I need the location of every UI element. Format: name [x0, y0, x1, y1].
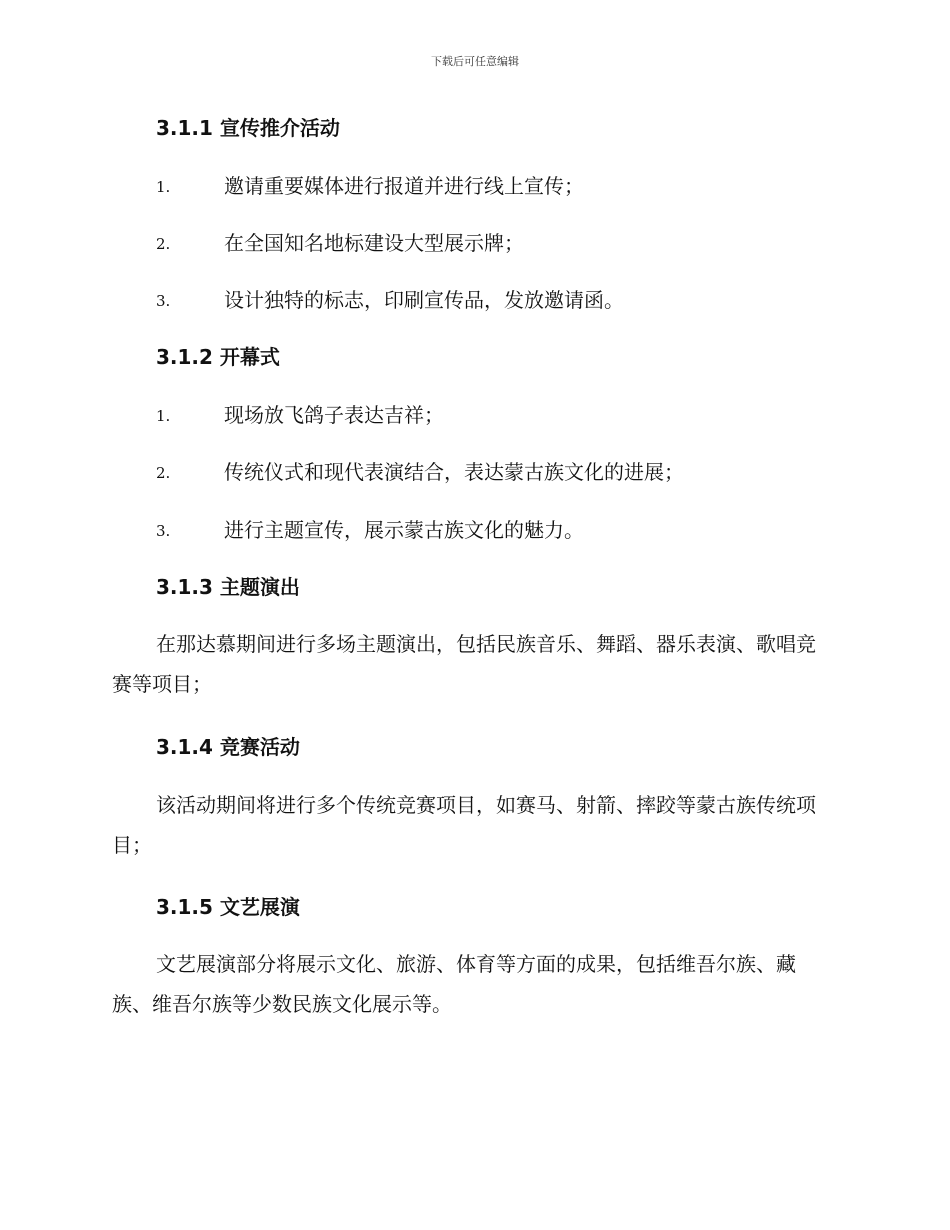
- page-header-note: 下载后可任意编辑: [431, 55, 519, 68]
- list-number: 3.: [156, 522, 171, 540]
- section-heading: 3.1.5 文艺展演: [156, 895, 300, 919]
- list-text: 传统仪式和现代表演结合，表达蒙古族文化的进展；: [224, 460, 684, 484]
- paragraph: 文艺展演部分将展示文化、旅游、体育等方面的成果，包括维吾尔族、藏族、维吾尔族等少数民族文化展示等。: [112, 952, 796, 1016]
- list-text: 进行主题宣传，展示蒙古族文化的魅力。: [224, 518, 584, 542]
- paragraph: 在那达慕期间进行多场主题演出，包括民族音乐、舞蹈、器乐表演、歌唱竞赛等项目；: [112, 632, 816, 696]
- list-number: 2.: [156, 235, 171, 253]
- section-heading: 3.1.2 开幕式: [156, 345, 280, 369]
- list-number: 2.: [156, 464, 171, 482]
- list-text: 邀请重要媒体进行报道并进行线上宣传；: [224, 174, 584, 198]
- paragraph: 该活动期间将进行多个传统竞赛项目，如赛马、射箭、摔跤等蒙古族传统项目；: [112, 793, 816, 857]
- list-number: 1.: [156, 407, 171, 425]
- list-text: 在全国知名地标建设大型展示牌；: [224, 231, 524, 255]
- list-text: 设计独特的标志，印刷宣传品，发放邀请函。: [224, 288, 624, 312]
- section-heading: 3.1.4 竞赛活动: [156, 735, 300, 759]
- section-heading: 3.1.1 宣传推介活动: [156, 116, 340, 140]
- list-text: 现场放飞鸽子表达吉祥；: [224, 403, 444, 427]
- list-number: 1.: [156, 178, 171, 196]
- list-number: 3.: [156, 292, 171, 310]
- section-heading: 3.1.3 主题演出: [156, 575, 300, 599]
